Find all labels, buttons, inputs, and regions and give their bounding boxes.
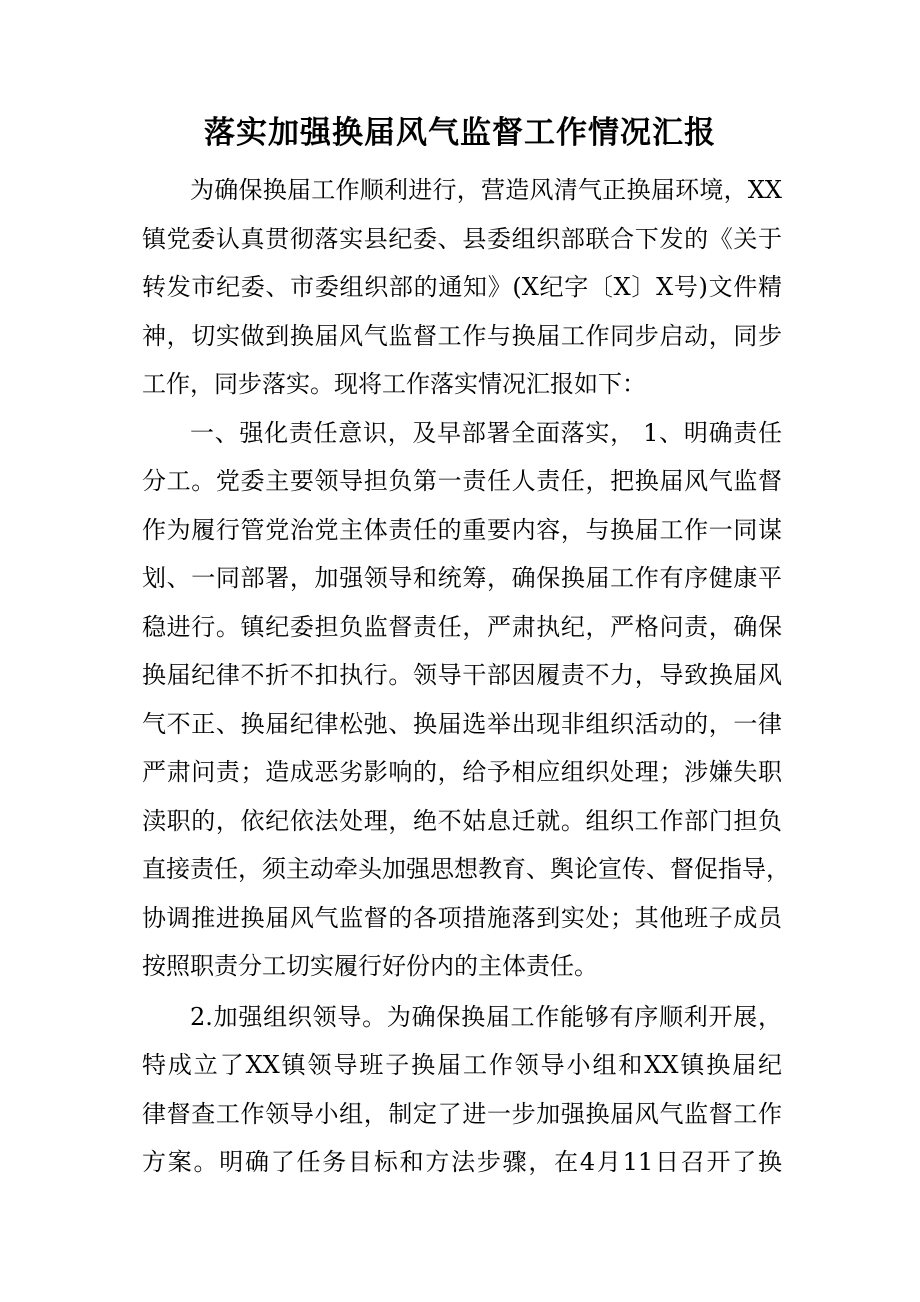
document-title: 落实加强换届风气监督工作情况汇报	[204, 115, 716, 151]
text-line: 划、一同部署，加强领导和统筹，确保换届工作有序健康平	[142, 564, 782, 592]
paragraph-section-2	[142, 993, 782, 1187]
text-line: 渎职的，依纪依法处理，绝不姑息迁就。组织工作部门担负	[142, 806, 782, 835]
text-line: 转发市纪委、市委组织部的通知》(X纪字〔X〕X号)文件精	[142, 273, 782, 301]
text-line: 为确保换届工作顺利进行，营造风清气正换届环境，XX	[190, 176, 782, 204]
paragraph-intro	[142, 166, 782, 409]
text-line: 按照职责分工切实履行好份内的主体责任。	[142, 952, 598, 980]
text-line: 神，切实做到换届风气监督工作与换届工作同步启动，同步	[142, 321, 782, 350]
text-line: 方案。明确了任务目标和方法步骤，在4月11日召开了换	[142, 1148, 782, 1176]
text-line: 换届纪律不折不扣执行。领导干部因履责不力，导致换届风	[142, 661, 782, 689]
text-line: 严肃问责；造成恶劣影响的，给予相应组织处理；涉嫌失职	[142, 758, 782, 786]
text-line: 律督查工作领导小组，制定了进一步加强换届风气监督工作	[142, 1099, 782, 1128]
text-line: 协调推进换届风气监督的各项措施落到实处；其他班子成员	[142, 903, 782, 932]
text-line: 气不正、换届纪律松弛、换届选举出现非组织活动的，一律	[142, 709, 782, 738]
text-line: 工作，同步落实。现将工作落实情况汇报如下：	[142, 370, 646, 398]
text-line: 直接责任，须主动牵头加强思想教育、舆论宣传、督促指导，	[142, 855, 790, 883]
text-line: 分工。党委主要领导担负第一责任人责任，把换届风气监督	[142, 467, 782, 495]
text-line: 作为履行管党治党主体责任的重要内容，与换届工作一同谋	[142, 515, 782, 544]
text-line: 2.加强组织领导。为确保换届工作能够有序顺利开展，	[190, 1002, 782, 1031]
text-line: 稳进行。镇纪委担负监督责任，严肃执纪，严格问责，确保	[142, 612, 782, 641]
text-line: 镇党委认真贯彻落实县纪委、县委组织部联合下发的《关于	[142, 224, 782, 253]
paragraph-section-1	[142, 409, 790, 991]
text-line: 一、强化责任意识，及早部署全面落实， 1、明确责任	[190, 418, 782, 447]
text-line: 特成立了XX镇领导班子换届工作领导小组和XX镇换届纪	[142, 1051, 782, 1079]
document-body	[142, 166, 790, 1187]
